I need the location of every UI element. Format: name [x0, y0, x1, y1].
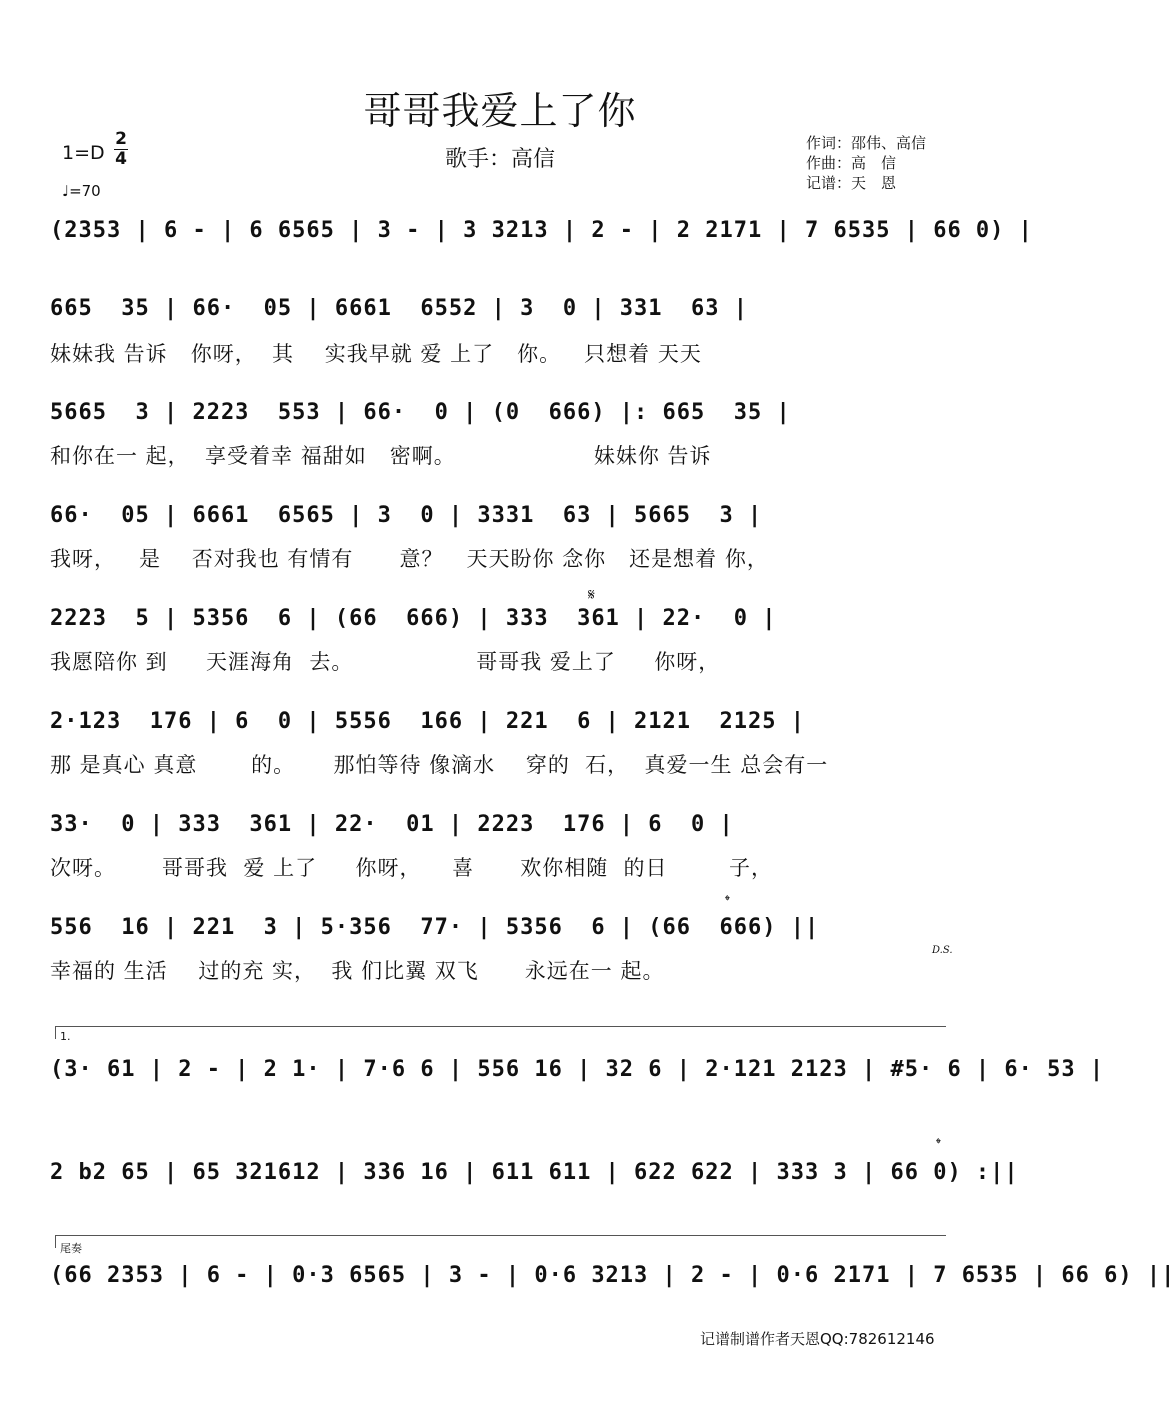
- lyric-row-8: 幸福的 生活 过的充 实， 我 们比翼 双飞 永远在一 起。: [50, 959, 665, 983]
- notation-row-11: (66 2353 | 6 - | 0·3 6565 | 3 - | 0·6 3213 | 2 - | 0·6 2171 | 7 6535 | 66 6) ||: [50, 1263, 1175, 1288]
- volta-bracket: [55, 1026, 946, 1039]
- lyric-row-4: 我呀， 是 否对我也 有情有 意？ 天天盼你 念你 还是想着 你，: [50, 547, 769, 571]
- notation-row-6: 2·123 176 | 6 0 | 5556 166 | 221 6 | 2121 2125 |: [50, 709, 805, 734]
- time-top: 2: [115, 129, 127, 149]
- song-title: 哥哥我爱上了你: [363, 89, 637, 133]
- ds-mark: D.S.: [932, 945, 953, 956]
- lyric-row-5: 我愿陪你 到 天涯海角 去。 哥哥我 爱上了 你呀，: [50, 650, 721, 674]
- segno-mark: 𝄋: [588, 585, 595, 604]
- volta-label: 1.: [60, 1030, 71, 1043]
- notation-row-9: (3· 61 | 2 - | 2 1· | 7·6 6 | 556 16 | 32 6 | 2·121 2123 | #5· 6 | 6· 53 |: [50, 1057, 1105, 1082]
- notation-row-5: 2223 5 | 5356 6 | (66 666) | 333 361 | 22· 0 |: [50, 606, 777, 631]
- key-signature: 1=D: [62, 142, 105, 164]
- lyricist: 作词：邵伟、高信: [806, 134, 927, 152]
- tempo-mark: ♩=70: [62, 182, 101, 200]
- notation-row-2: 665 35 | 66· 05 | 6661 6552 | 3 0 | 331 63 |: [50, 296, 749, 321]
- lyric-row-7: 次呀。 哥哥我 爱 上了 你呀， 喜 欢你相随 的日 子，: [50, 856, 773, 880]
- notation-row-1: (2353 | 6 - | 6 6565 | 3 - | 3 3213 | 2 - | 2 2171 | 7 6535 | 66 0) |: [50, 218, 1033, 243]
- coda-mark-1: 𝄌: [725, 893, 730, 909]
- singer: 歌手：高信: [444, 147, 555, 172]
- notation-row-8: 556 16 | 221 3 | 5·356 77· | 5356 6 | (66 666) ||: [50, 915, 820, 940]
- lyric-row-6: 那 是真心 真意 的。 那怕等待 像滴水 穿的 石， 真爱一生 总会有一: [50, 753, 829, 777]
- coda-mark-2: 𝄌: [936, 1136, 941, 1152]
- outro-label: 尾奏: [60, 1242, 82, 1255]
- notation-row-3: 5665 3 | 2223 553 | 66· 0 | (0 666) |: 665 35 |: [50, 400, 791, 425]
- footer-credit: 记谱制谱作者天恩QQ:782612146: [700, 1330, 935, 1348]
- lyric-row-3: 和你在一 起， 享受着幸 福甜如 密啊。 妹妹你 告诉: [50, 444, 712, 468]
- time-bottom: 4: [115, 149, 127, 169]
- outro-bracket: [55, 1235, 946, 1248]
- transcriber: 记谱：天 恩: [806, 174, 897, 192]
- notation-row-7: 33· 0 | 333 361 | 22· 01 | 2223 176 | 6 0 |: [50, 812, 734, 837]
- credits: [806, 133, 926, 193]
- lyric-row-2: 妹妹我 告诉 你呀， 其 实我早就 爱 上了 你。 只想着 天天: [50, 342, 702, 366]
- composer: 作曲：高 信: [806, 154, 897, 172]
- notation-row-4: 66· 05 | 6661 6565 | 3 0 | 3331 63 | 5665 3 |: [50, 503, 763, 528]
- notation-row-10: 2 b2 65 | 65 321612 | 336 16 | 611 611 | 622 622 | 333 3 | 66 0) :||: [50, 1160, 1019, 1185]
